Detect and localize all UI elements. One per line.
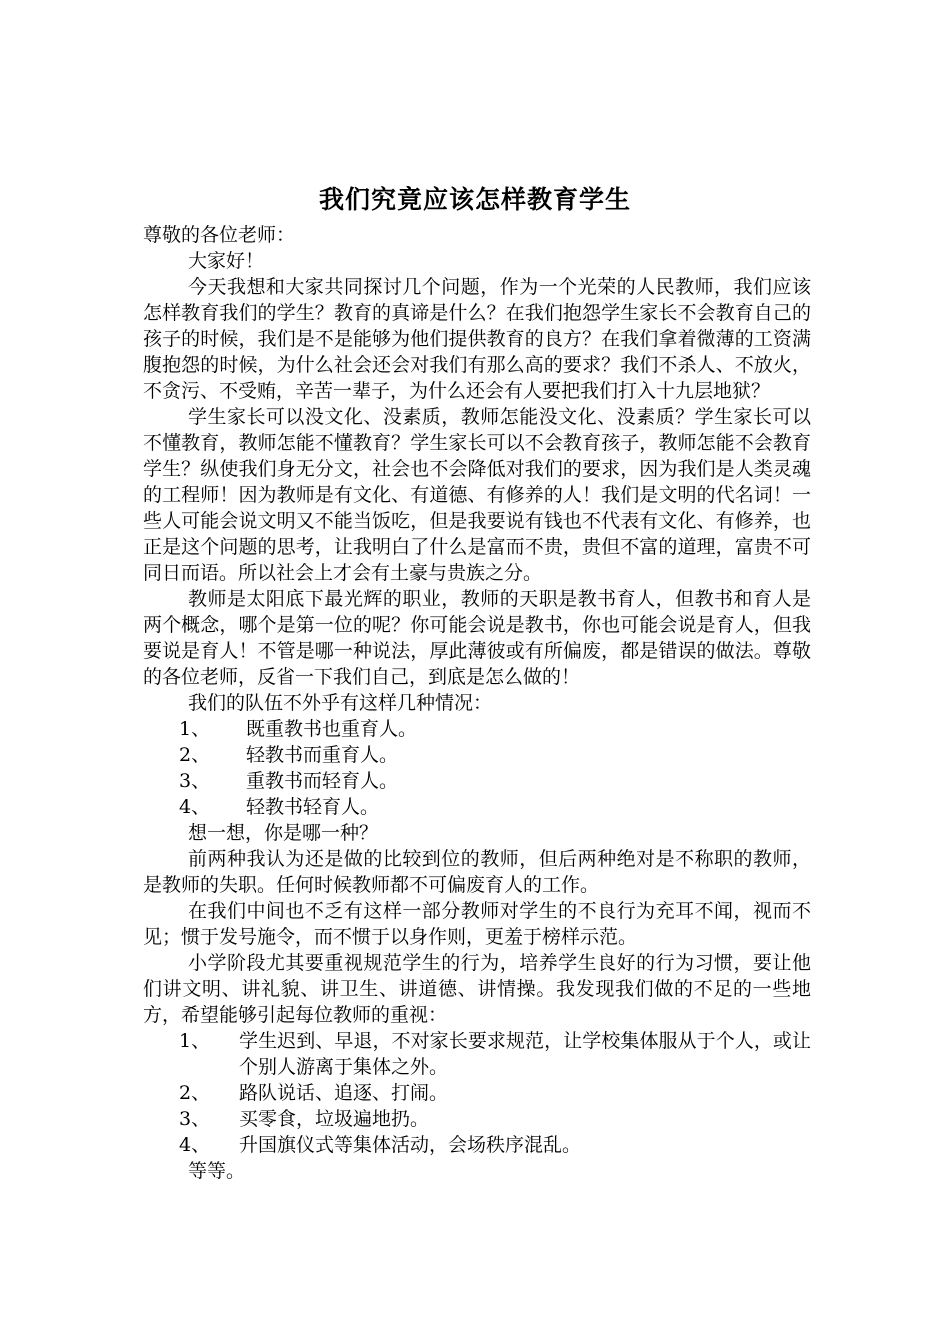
list-item-text: 重教书而轻育人。 — [246, 770, 399, 792]
paragraph: 小学阶段尤其要重视规范学生的行为，培养学生良好的行为习惯，要让他们讲文明、讲礼貌、讲卫生、讲道德、讲情操。我发现我们做的不足的一些地方，希望能够引起每位教师的重视： — [143, 952, 811, 1026]
greeting: 大家好！ — [188, 250, 265, 272]
paragraph: 在我们中间也不乏有这样一部分教师对学生的不良行为充耳不闻，视而不见；惯于发号施令，而不惯于以身作则，更羞于榜样示范。 — [143, 900, 811, 948]
paragraph: 教师是太阳底下最光辉的职业，教师的天职是教书育人，但教书和育人是两个概念，哪个是第一位的呢？你可能会说是教书，你也可能会说是育人，但我要说是育人！不管是哪一种说法，厚此薄彼或有所偏废，都是错误的做法。尊敬的各位老师，反省一下我们自己，到底是怎么做的！ — [143, 588, 811, 688]
paragraph: 我们的队伍不外乎有这样几种情况： — [188, 692, 493, 714]
list-item — [143, 1132, 811, 1158]
list-item-number: 4、 — [179, 796, 211, 818]
salutation: 尊敬的各位老师： — [143, 224, 296, 246]
paragraph: 今天我想和大家共同探讨几个问题，作为一个光荣的人民教师，我们应该怎样教育我们的学生？教育的真谛是什么？在我们抱怨学生家长不会教育自己的孩子的时候，我们是不是能够为他们提供教育的良方？在我们拿着微薄的工资满腹抱怨的时候，为什么社会还会对我们有那么高的要求？我们不杀人、不放火，不贪污、不受贿，辛苦一辈子，为什么还会有人要把我们打入十九层地狱？ — [143, 276, 811, 402]
list-item — [143, 1080, 811, 1106]
document-title: 我们究竟应该怎样教育学生 — [318, 185, 631, 214]
list-item-text: 路队说话、追逐、打闹。 — [239, 1082, 449, 1104]
list-item-text: 学生迟到、早退，不对家长要求规范，让学校集体服从于个人，或让个别人游离于集体之外。 — [239, 1030, 811, 1078]
list-item-number: 1、 — [179, 1030, 211, 1052]
list-item — [143, 1106, 811, 1132]
list-item-number: 2、 — [179, 1082, 211, 1104]
situation-list — [143, 716, 811, 820]
list-item — [143, 742, 811, 768]
list-item-number: 3、 — [179, 770, 211, 792]
list-item — [143, 1028, 811, 1080]
document-body — [143, 222, 811, 1184]
list-item-text: 既重教书也重育人。 — [246, 718, 418, 740]
list-item-text: 轻教书而重育人。 — [246, 744, 399, 766]
list-item-number: 1、 — [179, 718, 211, 740]
list-item-number: 4、 — [179, 1134, 211, 1156]
list-item-number: 3、 — [179, 1108, 211, 1130]
closing: 等等。 — [188, 1160, 246, 1182]
list-item-text: 升国旗仪式等集体活动，会场秩序混乱。 — [239, 1134, 582, 1156]
paragraph: 想一想，你是哪一种？ — [188, 822, 379, 844]
list-item-number: 2、 — [179, 744, 211, 766]
paragraph: 学生家长可以没文化、没素质，教师怎能没文化、没素质？学生家长可以不懂教育，教师怎能不懂教育？学生家长可以不会教育孩子，教师怎能不会教育学生？纵使我们身无分文，社会也不会降低对我们的要求，因为我们是人类灵魂的工程师！因为教师是有文化、有道德、有修养的人！我们是文明的代名词！一些人可能会说文明又不能当饭吃，但是我要说有钱也不代表有文化、有修养，也正是这个问题的思考，让我明白了什么是富而不贵，贵但不富的道理，富贵不可同日而语。所以社会上才会有土豪与贵族之分。 — [143, 406, 811, 584]
paragraph: 前两种我认为还是做的比较到位的教师，但后两种绝对是不称职的教师，是教师的失职。任何时候教师都不可偏废育人的工作。 — [143, 848, 811, 896]
list-item-text: 轻教书轻育人。 — [246, 796, 380, 818]
problem-list — [143, 1028, 811, 1158]
list-item — [143, 716, 811, 742]
list-item — [143, 794, 811, 820]
list-item — [143, 768, 811, 794]
list-item-text: 买零食，垃圾遍地扔。 — [239, 1108, 430, 1130]
